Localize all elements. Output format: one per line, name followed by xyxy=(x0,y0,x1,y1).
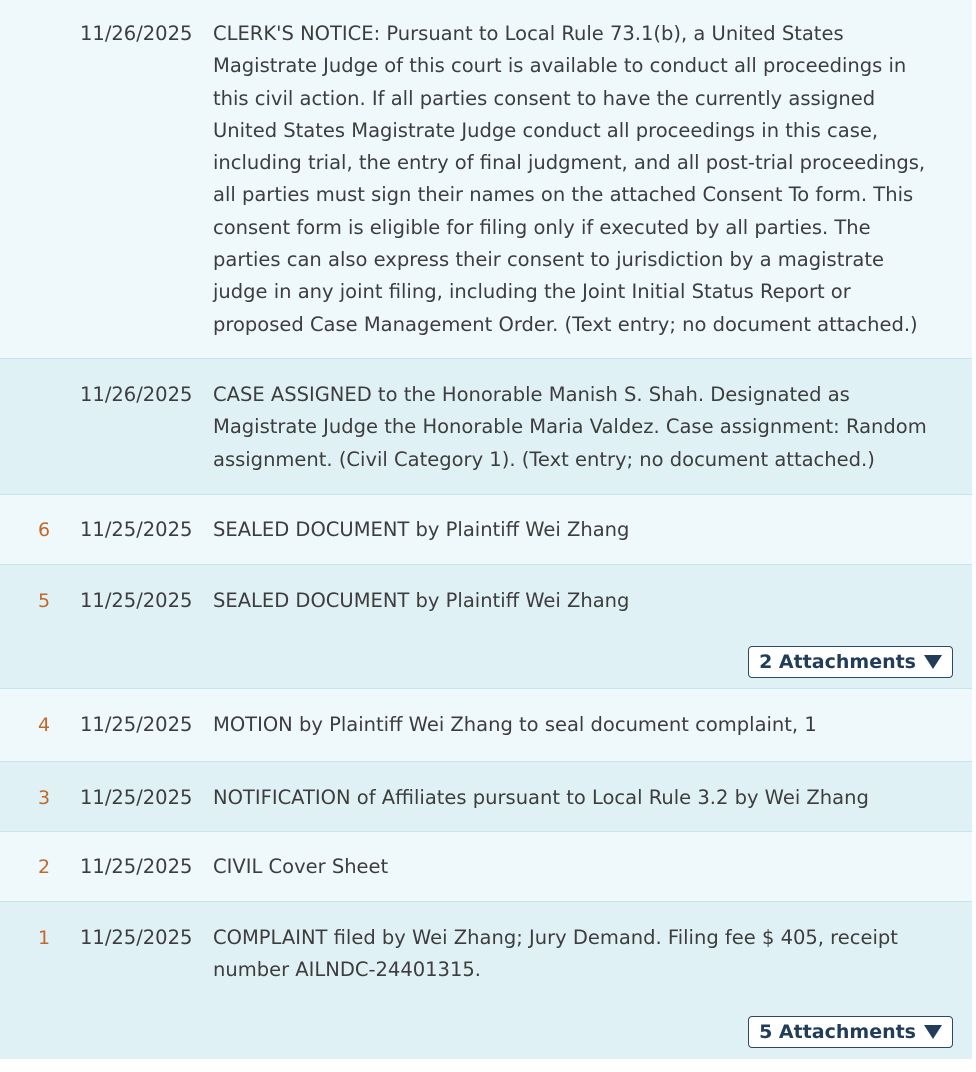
entry-text-line: MOTION by Plaintiff Wei Zhang to seal document complaint, 1 xyxy=(213,713,817,736)
entry-text-line: including trial, the entry of final judgment, and all post-trial proceedings, xyxy=(213,151,926,175)
entry-description xyxy=(213,709,953,741)
entry-number: 3 xyxy=(38,787,51,809)
entry-number: 2 xyxy=(38,856,51,878)
entry-date: 11/26/2025 xyxy=(80,383,193,406)
entry-text-line: SEALED DOCUMENT by Plaintiff Wei Zhang xyxy=(213,589,630,612)
entry-text-line: Magistrate Judge the Honorable Maria Valdez. Case assignment: Random xyxy=(213,415,927,439)
attachments-label: 5 Attachments xyxy=(759,1020,916,1043)
entry-date: 11/25/2025 xyxy=(80,518,193,541)
entry-text-line: NOTIFICATION of Affiliates pursuant to Local Rule 3.2 by Wei Zhang xyxy=(213,786,869,809)
entry-text-line: parties can also express their consent to jurisdiction by a magistrate xyxy=(213,248,884,272)
entry-description xyxy=(213,922,953,987)
entry-text-line: Magistrate Judge of this court is available to conduct all proceedings in xyxy=(213,54,907,78)
entry-text-line: COMPLAINT filed by Wei Zhang; Jury Demand. Filing fee $ 405, receipt xyxy=(213,926,898,949)
entry-text-line: proposed Case Management Order. (Text entry; no document attached.) xyxy=(213,312,918,336)
entry-text-line: CIVIL Cover Sheet xyxy=(213,855,389,878)
entry-date: 11/25/2025 xyxy=(80,855,193,878)
entry-date: 11/25/2025 xyxy=(80,786,193,809)
entry-text-line: this civil action. If all parties consent to have the currently assigned xyxy=(213,86,876,110)
entry-number: 4 xyxy=(38,714,51,736)
attachments-toggle-button[interactable] xyxy=(748,1016,953,1048)
entry-description xyxy=(213,782,953,814)
docket-entry xyxy=(0,565,972,689)
caret-down-icon xyxy=(924,655,942,669)
docket-entry xyxy=(0,495,972,565)
entry-date: 11/25/2025 xyxy=(80,926,193,949)
docket-entry xyxy=(0,762,972,832)
entry-text-line: SEALED DOCUMENT by Plaintiff Wei Zhang xyxy=(213,518,630,541)
entry-description xyxy=(213,379,953,476)
attachments-toggle-button[interactable] xyxy=(748,646,953,678)
entry-date: 11/25/2025 xyxy=(80,589,193,612)
entry-number: 6 xyxy=(38,519,51,541)
docket-entry xyxy=(0,359,972,495)
entry-text-line: all parties must sign their names on the attached Consent To form. This xyxy=(213,183,914,207)
entry-text-line: United States Magistrate Judge conduct all proceedings in this case, xyxy=(213,118,879,142)
entry-description xyxy=(213,585,953,617)
entry-description xyxy=(213,514,953,546)
entry-text-line: CASE ASSIGNED to the Honorable Manish S. Shah. Designated as xyxy=(213,383,850,406)
entry-text-line: judge in any joint filing, including the Joint Initial Status Report or xyxy=(213,280,851,304)
caret-down-icon xyxy=(924,1025,942,1039)
entry-text-line: assignment. (Civil Category 1). (Text entry; no document attached.) xyxy=(213,447,875,471)
entry-text-line: consent form is eligible for filing only if executed by all parties. The xyxy=(213,215,871,239)
attachments-label: 2 Attachments xyxy=(759,650,916,673)
docket-entry xyxy=(0,902,972,1059)
entry-description xyxy=(213,851,953,883)
entry-number: 1 xyxy=(38,927,51,949)
entry-text-line: number AILNDC-24401315. xyxy=(213,958,481,982)
entry-description xyxy=(213,18,953,341)
docket-entry xyxy=(0,689,972,762)
docket-entry xyxy=(0,832,972,902)
entry-text-line: CLERK'S NOTICE: Pursuant to Local Rule 73.1(b), a United States xyxy=(213,22,844,45)
entry-number: 5 xyxy=(38,590,51,612)
entry-date: 11/25/2025 xyxy=(80,713,193,736)
entry-date: 11/26/2025 xyxy=(80,22,193,45)
docket-entry xyxy=(0,0,972,359)
